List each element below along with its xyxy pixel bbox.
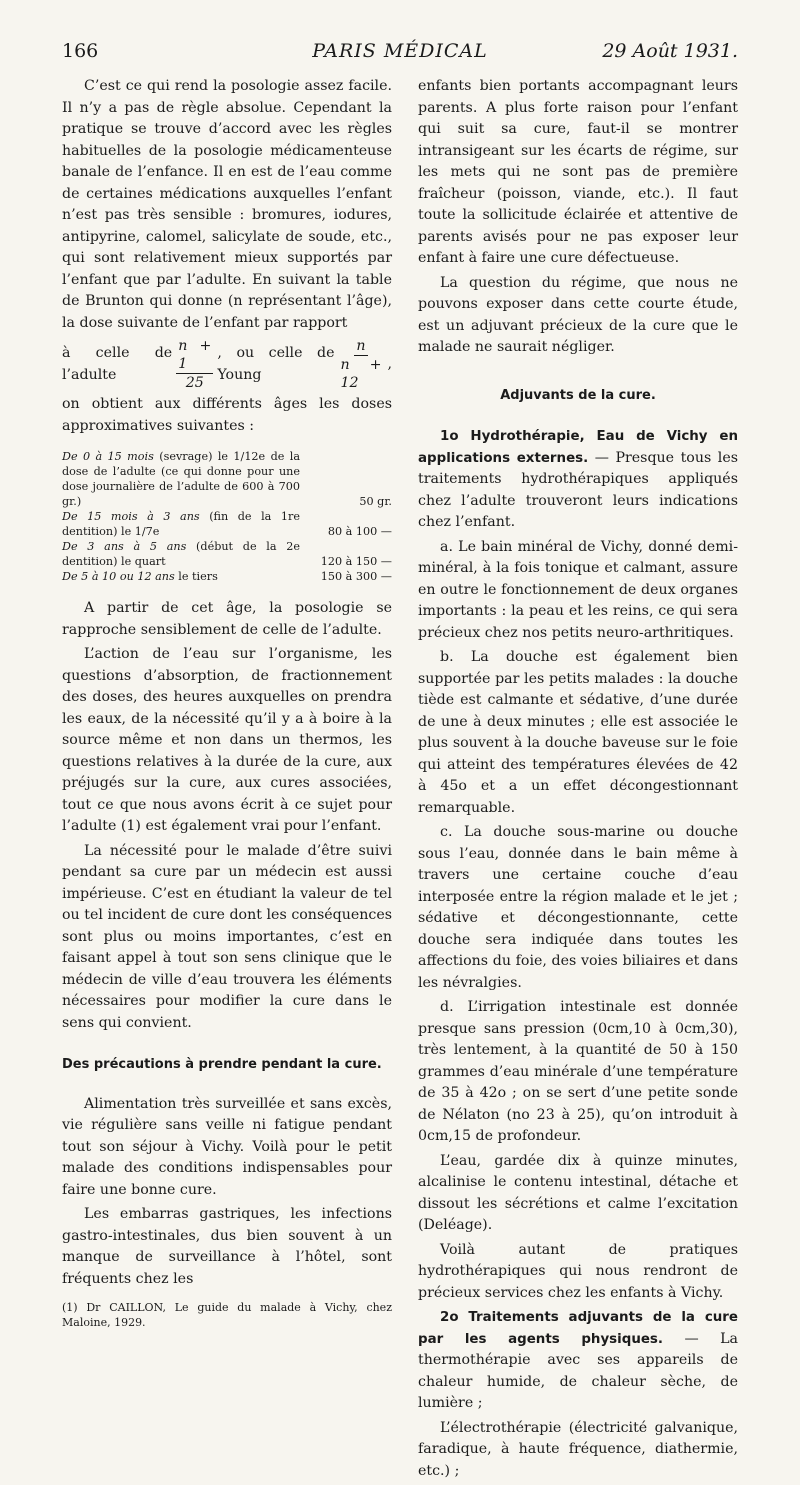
paragraph-embarras: Les embarras gastriques, les infections gastro-intestinales, dus bien souvent à un manque de surveillance à l’hôtel, sont fréquents chez les	[62, 1206, 392, 1287]
paragraph-hydrotherapie	[418, 426, 738, 534]
fraction-numerator: n + 1	[178, 338, 212, 372]
paragraph-electrotherapie: L’électrothérapie (électricité galvanique, faradique, à haute fréquence, diathermie, etc.) ;	[418, 1419, 738, 1479]
page-header	[62, 40, 738, 70]
section-heading-adjuvants: Adjuvants de la cure.	[500, 387, 656, 403]
dose-description	[62, 449, 392, 509]
formula-prefix: à celle de l’adulte	[62, 345, 173, 383]
item-bain-mineral: a. Le bain minéral de Vichy, donné demi-minéral, à la fois tonique et calmant, assure en outre le fonctionnement de deux organes importants : la peau et les reins, ce qui sera précieux chez nos petits neuro-arthritiques.	[418, 538, 738, 641]
page-number: 166	[62, 40, 99, 62]
paragraph-enfants: enfants bien portants accompagnant leurs parents. A plus forte raison pour l’enfant qui suit sa cure, faut-il se montrer intransigeant sur les écarts de régime, sur les mets qui ne sont pas de première fraîcheur (poisson, viande, etc.). Il faut toute la sollicitude éclairée et attentive de parents avisés pour ne pas exposer leur enfant à faire une cure défectueuse.	[418, 78, 738, 266]
dose-table	[62, 449, 392, 584]
formula-middle: , ou celle de Young	[217, 345, 335, 383]
footnote: (1) Dr CAILLON, Le guide du malade à Vichy, chez Maloine, 1929.	[62, 1301, 392, 1329]
subsection-text-hydrotherapie: — Presque tous les traitements hydrothérapiques appliqués chez l’adulte trouveront leurs indications chez l’enfant.	[418, 449, 738, 530]
dose-text: (sevrage) le 1/12e de la dose de l’adulte (ce qui donne pour une dose journalière de l’adulte de 600 à 700 gr.)	[62, 450, 300, 508]
young-fraction	[338, 337, 383, 392]
paragraph-action-eau: L’action de l’eau sur l’organisme, les questions d’absorption, de fractionnement des doses, des heures auxquelles on prendra les eaux, de la nécessité qu’il y a à boire à la source même et non dans un thermos, les questions relatives à la durée de la cure, aux préjugés sur la cure, aux cures associées, tout ce que nous avons écrit à ce sujet pour l’adulte (1) est également vrai pour l’enfant.	[62, 646, 392, 834]
issue-date: 29 Août 1931.	[602, 40, 738, 62]
left-column	[62, 76, 392, 1330]
item-douche: b. La douche est également bien supportée par les petits malades : la douche tiède est calmante et sédative, d’une durée de une à deux minutes ; elle est associée le plus souvent à la douche baveuse sur le foie qui atteint des températures élevées de 42 à 45o et a un effet décongestionnant remarquable.	[418, 649, 738, 816]
paragraph-posologie: C’est ce qui rend la posologie assez facile. Il n’y a pas de règle absolue. Cependant la pratique se trouve d’accord avec les règles habituelles de la posologie médicamenteuse banale de l’enfance. Il en est de l’eau comme de certaines médications auxquelles l’enfant n’est pas très sensible : bromures, iodures, antipyrine, calomel, salicylate de soude, etc., qui sont relativement mieux supportés par l’enfant que par l’adulte. En suivant la table de Brunton qui donne (n représentant l’âge), la dose suivante de l’enfant par rapport	[62, 78, 392, 331]
dose-row	[62, 449, 392, 509]
paragraph-alimentation: Alimentation très surveillée et sans excès, vie régulière sans veille ni fatigue pendant tout son séjour à Vichy. Voilà pour le petit malade des conditions indispensables pour faire une bonne cure.	[62, 1095, 392, 1198]
fraction-numerator: n	[356, 338, 366, 354]
paragraph-medecin: La nécessité pour le malade d’être suivi pendant sa cure par un médecin est aussi impérieuse. C’est en étudiant la valeur de tel ou tel incident de cure dont les conséquences sont plus ou moins importantes, c’est en faisant appel à tout son sens clinique que le médecin de ville d’eau trouvera les éléments nécessaires pour modifier la cure dans le sens qui convient.	[62, 842, 392, 1031]
dose-age: De 3 ans à 5 ans	[62, 540, 187, 553]
subsection-text-agents: — La thermothérapie avec ses appareils de chaleur humide, de chaleur sèche, de lumière ;	[418, 1330, 738, 1411]
dose-value: 50 gr.	[359, 495, 392, 508]
dose-row	[62, 509, 392, 539]
dose-value: 120 à 150 —	[320, 555, 392, 568]
subsection-title-agents: 2o Traitements adjuvants de la cure par les agents physiques.	[418, 1310, 738, 1347]
paragraph-regime: La question du régime, que nous ne pouvons exposer dans cette courte étude, est un adjuvant précieux de la cure que le malade ne saurait négliger.	[418, 274, 738, 355]
formula-suffix: ,	[387, 355, 392, 372]
dose-age: De 15 mois à 3 ans	[62, 510, 200, 523]
right-column	[418, 76, 738, 1485]
paragraph-agents-physiques	[418, 1307, 738, 1415]
dose-formula	[62, 337, 392, 392]
subsection-title-hydrotherapie: 1o Hydrothérapie, Eau de Vichy en applications externes.	[418, 429, 738, 466]
paragraph-pratiques: Voilà autant de pratiques hydrothérapiques qui nous rendront de précieux services chez les enfants à Vichy.	[418, 1241, 738, 1301]
dose-age: De 5 à 10 ou 12 ans	[62, 570, 175, 583]
dose-age: De 0 à 15 mois	[62, 450, 154, 463]
brunton-fraction	[176, 337, 213, 392]
dose-text: (fin de la 1re dentition) le 1/7e	[62, 510, 300, 538]
fraction-denominator: 25	[185, 375, 204, 391]
paragraph-eau-gardee: L’eau, gardée dix à quinze minutes, alcalinise le contenu intestinal, détache et dissout les sécrétions et calme l’excitation (Deléage).	[418, 1152, 738, 1233]
dose-row	[62, 569, 392, 584]
item-irrigation: d. L’irrigation intestinale est donnée presque sans pression (0cm,10 à 0cm,30), très lentement, à la quantité de 50 à 150 grammes d’eau minérale d’une température de 35 à 42o ; on se sert d’une petite sonde de Nélaton (no 23 à 25), qu’on introduit à 0cm,15 de profondeur.	[418, 999, 738, 1144]
dose-row	[62, 539, 392, 569]
dose-value: 150 à 300 —	[320, 570, 392, 583]
paragraph-age-limit: A partir de cet âge, la posologie se rapproche sensiblement de celle de l’adulte.	[62, 600, 392, 638]
item-douche-sous-marine: c. La douche sous-marine ou douche sous l’eau, donnée dans le bain même à travers une certaine couche d’eau interposée entre la région malade et le jet ; sédative et décongestionnante, cette douche sera indiquée dans toutes les affections du foie, des voies biliaires et dans les névralgies.	[418, 824, 738, 991]
journal-title: PARIS MÉDICAL	[312, 40, 488, 62]
dose-value: 80 à 100 —	[327, 525, 392, 538]
dose-text: le tiers	[174, 570, 218, 583]
dose-text: (début de la 2e dentition) le quart	[62, 540, 300, 568]
paragraph-doses-intro: on obtient aux différents âges les doses approximatives suivantes :	[62, 396, 392, 434]
section-heading-precautions: Des précautions à prendre pendant la cure.	[62, 1057, 382, 1072]
fraction-denominator: n + 12	[340, 357, 382, 391]
